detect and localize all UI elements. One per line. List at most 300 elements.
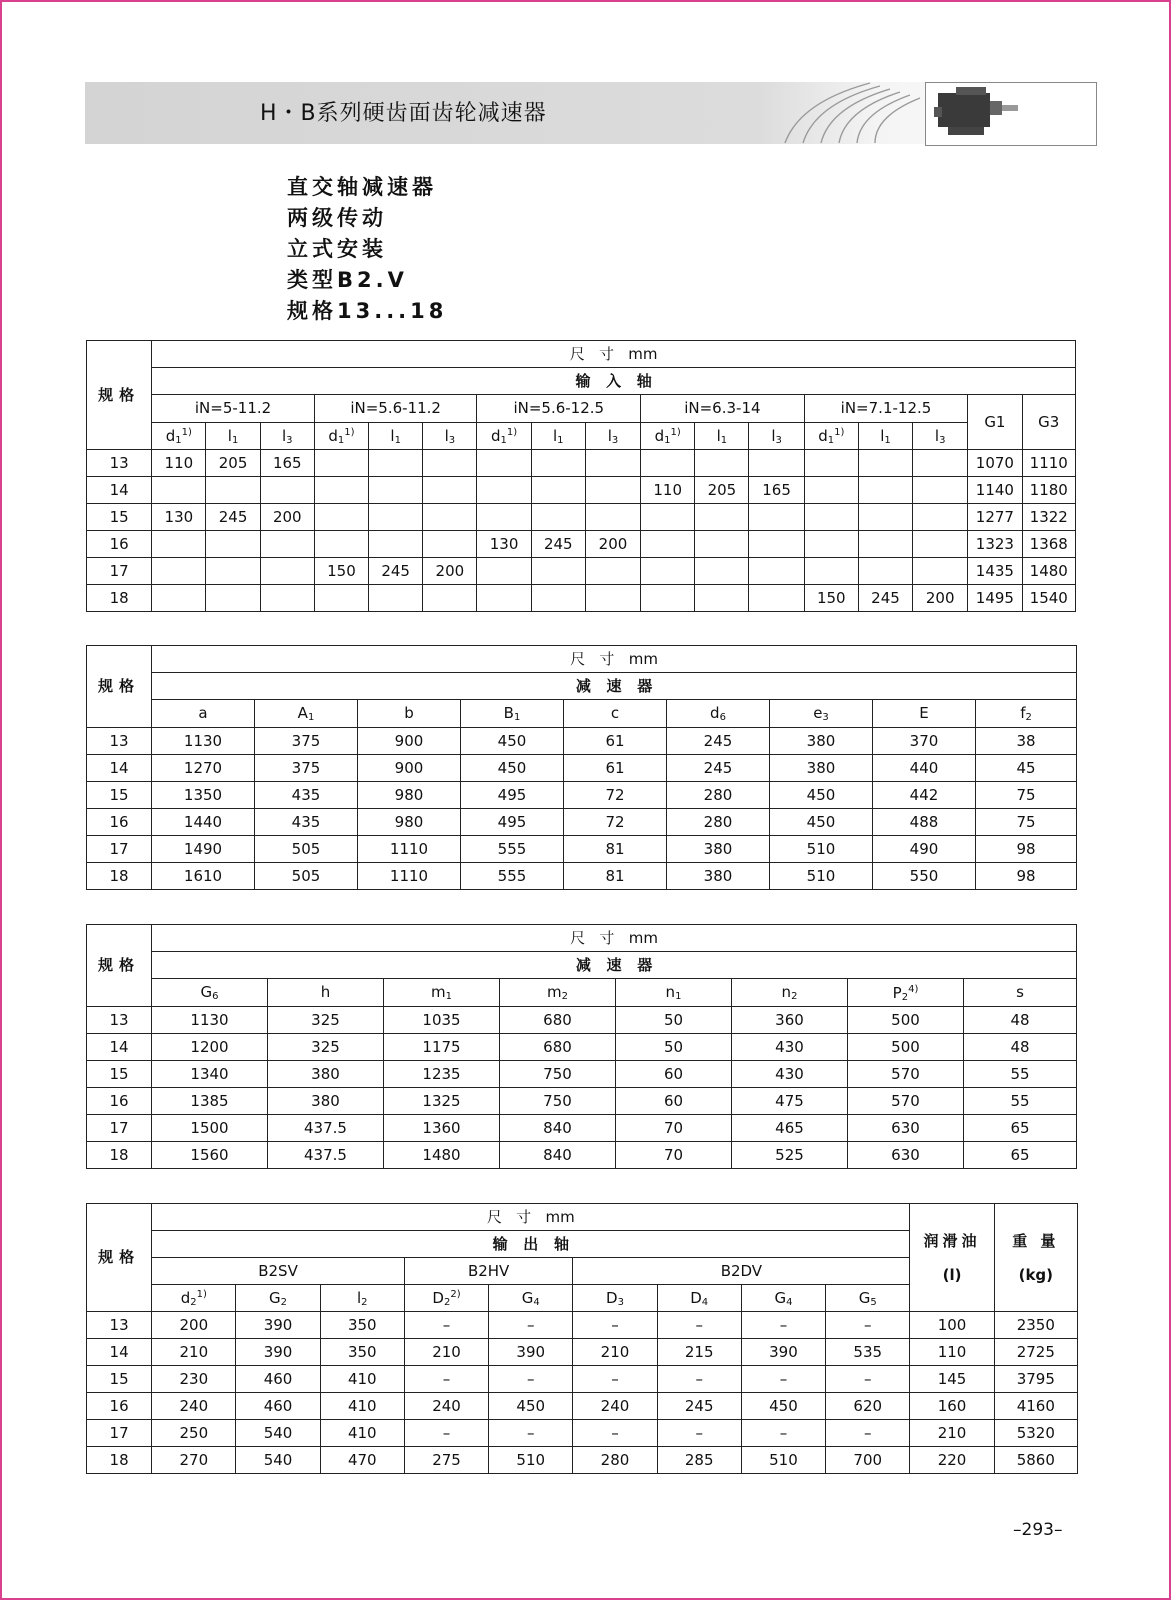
spec-cell: 18: [87, 1142, 152, 1169]
spec-cell: 16: [87, 531, 152, 558]
value-cell: 72: [564, 809, 667, 836]
header-label-main: d: [180, 1289, 191, 1307]
value-cell: 1277: [968, 504, 1022, 531]
value-cell: [477, 450, 531, 477]
table-row: [87, 809, 1077, 836]
value-cell: 1360: [384, 1115, 500, 1142]
header-label-main: d: [710, 704, 720, 722]
header-label-index: 4: [533, 1296, 540, 1308]
value-cell: [423, 585, 477, 612]
value-cell: 205: [695, 477, 749, 504]
spec-header: 规格: [87, 341, 152, 450]
value-cell: 200: [913, 585, 968, 612]
value-cell: 410: [320, 1393, 404, 1420]
value-cell: –: [404, 1312, 488, 1339]
value-cell: 280: [573, 1447, 657, 1474]
value-cell: [804, 504, 858, 531]
value-cell: 3795: [994, 1366, 1077, 1393]
value-cell: [858, 477, 912, 504]
value-cell: 245: [667, 755, 770, 782]
value-cell: 630: [848, 1142, 964, 1169]
value-cell: 4160: [994, 1393, 1077, 1420]
column-header-e: [873, 700, 976, 728]
value-cell: 500: [848, 1007, 964, 1034]
value-cell: 1070: [968, 450, 1022, 477]
header-label-index: 2: [1025, 712, 1032, 723]
value-cell: [913, 531, 968, 558]
value-cell: [858, 531, 912, 558]
value-cell: 245: [667, 728, 770, 755]
value-cell: 65: [964, 1142, 1077, 1169]
value-cell: 555: [461, 863, 564, 890]
value-cell: 1560: [152, 1142, 268, 1169]
header-banner: [85, 82, 1075, 144]
header-label-index: 3: [617, 1296, 624, 1308]
value-cell: [423, 504, 477, 531]
value-cell: [804, 558, 858, 585]
footnote-mark: 1): [506, 427, 518, 438]
value-cell: 380: [667, 836, 770, 863]
value-cell: [641, 504, 695, 531]
value-cell: 245: [531, 531, 585, 558]
value-cell: 1235: [384, 1061, 500, 1088]
value-cell: 460: [236, 1393, 320, 1420]
value-cell: 98: [976, 836, 1077, 863]
value-cell: 505: [255, 836, 358, 863]
value-cell: –: [489, 1312, 573, 1339]
value-cell: [585, 450, 640, 477]
value-cell: 980: [358, 782, 461, 809]
type-group-header: B2HV: [404, 1258, 572, 1285]
header-label-main: l: [607, 426, 612, 445]
value-cell: –: [657, 1366, 741, 1393]
header-label-index: 6: [212, 991, 219, 1002]
value-cell: [804, 531, 858, 558]
value-cell: 325: [268, 1007, 384, 1034]
column-header-l2: [320, 1285, 404, 1312]
footnote-mark: 1): [344, 427, 355, 438]
value-cell: 98: [976, 863, 1077, 890]
value-cell: 72: [564, 782, 667, 809]
header-label-main: c: [610, 704, 620, 722]
value-cell: [531, 477, 585, 504]
value-cell: 61: [564, 728, 667, 755]
value-cell: 1110: [358, 836, 461, 863]
value-cell: [804, 450, 858, 477]
type-group-header: B2DV: [573, 1258, 910, 1285]
header-label-index: 2: [901, 991, 909, 1003]
value-cell: 130: [152, 504, 206, 531]
value-cell: [913, 477, 968, 504]
table-row: [87, 531, 1076, 558]
column-header-l1: [369, 423, 423, 450]
spec-cell: 15: [87, 1061, 152, 1088]
value-cell: –: [741, 1420, 825, 1447]
value-cell: [206, 585, 260, 612]
value-cell: 750: [500, 1088, 616, 1115]
spec-cell: 13: [87, 450, 152, 477]
value-cell: –: [573, 1420, 657, 1447]
column-header-g2: [236, 1285, 320, 1312]
spec-cell: 14: [87, 1034, 152, 1061]
value-cell: [260, 531, 314, 558]
header-label-index: 4: [701, 1296, 709, 1308]
value-cell: 435: [255, 809, 358, 836]
value-cell: 245: [206, 504, 260, 531]
value-cell: 465: [732, 1115, 848, 1142]
value-cell: 1110: [1022, 450, 1076, 477]
value-cell: [749, 558, 804, 585]
value-cell: 1035: [384, 1007, 500, 1034]
value-cell: 1180: [1022, 477, 1076, 504]
header-label-index: 1: [445, 991, 452, 1002]
value-cell: –: [404, 1366, 488, 1393]
column-header-b1: [461, 700, 564, 728]
value-cell: 525: [732, 1142, 848, 1169]
value-cell: 510: [489, 1447, 573, 1474]
value-cell: 440: [873, 755, 976, 782]
value-cell: 220: [910, 1447, 994, 1474]
table-body: [87, 450, 1076, 612]
input-shaft-table: [86, 340, 1076, 612]
footnote-mark: 1): [834, 427, 845, 438]
spec-cell: 17: [87, 1420, 152, 1447]
value-cell: –: [826, 1420, 910, 1447]
value-cell: 2725: [994, 1339, 1077, 1366]
value-cell: 500: [848, 1034, 964, 1061]
value-cell: 60: [616, 1088, 732, 1115]
subtitle-block: [287, 172, 447, 327]
header-label-main: h: [320, 983, 331, 1001]
value-cell: 270: [152, 1447, 236, 1474]
lube-oil-unit: (l): [942, 1265, 962, 1284]
value-cell: 750: [500, 1061, 616, 1088]
value-cell: 215: [657, 1339, 741, 1366]
header-label-index: 1: [827, 435, 835, 446]
value-cell: –: [741, 1366, 825, 1393]
header-label-index: 4: [786, 1296, 793, 1308]
value-cell: 245: [369, 558, 423, 585]
header-label-index: 1: [337, 435, 345, 446]
value-cell: 380: [770, 728, 873, 755]
table-row: [87, 1447, 1078, 1474]
value-cell: 110: [910, 1339, 994, 1366]
section-title: 减 速 器: [152, 673, 1077, 700]
lube-oil-header: [910, 1204, 994, 1312]
header-label-main: d: [328, 427, 338, 445]
ratio-group-header: iN=5.6-11.2: [314, 395, 477, 423]
value-cell: [477, 558, 531, 585]
value-cell: 1200: [152, 1034, 268, 1061]
value-cell: [749, 450, 804, 477]
value-cell: [749, 585, 804, 612]
header-label-main: l: [357, 1288, 362, 1307]
table-body: [87, 728, 1077, 890]
header-label-main: D: [606, 1288, 618, 1307]
value-cell: 570: [848, 1088, 964, 1115]
value-cell: 55: [964, 1061, 1077, 1088]
value-cell: –: [489, 1366, 573, 1393]
spec-cell: 17: [87, 558, 152, 585]
ratio-group-header: iN=7.1-12.5: [804, 395, 968, 423]
column-header-l3: [913, 423, 968, 450]
header-label-index: 3: [939, 434, 946, 446]
header-label-main: d: [818, 427, 828, 445]
header-label-index: 2: [190, 1297, 197, 1308]
value-cell: [152, 558, 206, 585]
value-cell: 380: [268, 1088, 384, 1115]
value-cell: 50: [616, 1007, 732, 1034]
value-cell: 840: [500, 1115, 616, 1142]
value-cell: 390: [236, 1339, 320, 1366]
header-label-index: 2: [443, 1297, 451, 1308]
value-cell: [206, 558, 260, 585]
value-cell: –: [657, 1312, 741, 1339]
column-header-n2: [732, 979, 848, 1007]
column-header-d2: [152, 1285, 236, 1312]
value-cell: 130: [477, 531, 531, 558]
column-header-a: [152, 700, 255, 728]
value-cell: 680: [500, 1007, 616, 1034]
value-cell: 210: [573, 1339, 657, 1366]
value-cell: 81: [564, 836, 667, 863]
value-cell: 48: [964, 1007, 1077, 1034]
header-row: [87, 979, 1077, 1007]
column-header-d1: [152, 423, 206, 450]
subtitle-line: 类型B2.V: [287, 268, 408, 292]
footnote-mark: 2): [450, 1289, 461, 1300]
value-cell: [749, 531, 804, 558]
header-label-index: 5: [870, 1296, 877, 1308]
value-cell: 2350: [994, 1312, 1077, 1339]
value-cell: 325: [268, 1034, 384, 1061]
value-cell: 535: [826, 1339, 910, 1366]
value-cell: 540: [236, 1420, 320, 1447]
value-cell: 205: [206, 450, 260, 477]
spec-cell: 17: [87, 836, 152, 863]
value-cell: 450: [489, 1393, 573, 1420]
value-cell: [858, 504, 912, 531]
value-cell: 200: [260, 504, 314, 531]
column-header-b: [358, 700, 461, 728]
value-cell: 390: [489, 1339, 573, 1366]
header-label-main: a: [198, 704, 208, 722]
header-title: H・B系列硬齿面齿轮减速器: [260, 101, 547, 126]
value-cell: 55: [964, 1088, 1077, 1115]
value-cell: 980: [358, 809, 461, 836]
column-header-m1: [384, 979, 500, 1007]
table-body: [87, 1007, 1077, 1169]
value-cell: 380: [770, 755, 873, 782]
column-header-m2: [500, 979, 616, 1007]
footnote-mark: 1): [196, 1289, 207, 1300]
header-label-main: l: [390, 426, 395, 445]
column-header-g6: [152, 979, 268, 1007]
table-row: [87, 1312, 1078, 1339]
value-cell: –: [573, 1366, 657, 1393]
column-header-g1: G1: [968, 395, 1022, 450]
spec-cell: 16: [87, 809, 152, 836]
value-cell: 230: [152, 1366, 236, 1393]
type-group-header: B2SV: [152, 1258, 405, 1285]
value-cell: –: [741, 1312, 825, 1339]
gearbox-image-icon: [926, 83, 1096, 145]
header-label-main: d: [654, 427, 665, 445]
table-row: [87, 1061, 1077, 1088]
value-cell: 488: [873, 809, 976, 836]
value-cell: [585, 558, 640, 585]
header-label-main: E: [919, 704, 929, 722]
header-label-index: 3: [611, 434, 619, 446]
value-cell: 1323: [968, 531, 1022, 558]
value-cell: [206, 531, 260, 558]
value-cell: 570: [848, 1061, 964, 1088]
value-cell: 840: [500, 1142, 616, 1169]
value-cell: [531, 585, 585, 612]
page-number: –293–: [1013, 1520, 1063, 1540]
value-cell: [531, 558, 585, 585]
header-label-index: 1: [231, 434, 239, 446]
reducer-dimension-table-1: [86, 645, 1077, 890]
value-cell: [314, 531, 368, 558]
value-cell: 1110: [358, 863, 461, 890]
header-label-index: 1: [557, 434, 564, 446]
value-cell: 75: [976, 782, 1077, 809]
column-header-d2: [404, 1285, 488, 1312]
value-cell: 1440: [152, 809, 255, 836]
value-cell: 1490: [152, 836, 255, 863]
value-cell: –: [657, 1420, 741, 1447]
value-cell: [585, 477, 640, 504]
value-cell: [477, 477, 531, 504]
value-cell: 900: [358, 755, 461, 782]
header-label-main: G: [521, 1288, 534, 1307]
header-label-main: l: [281, 426, 287, 445]
header-label-main: D: [432, 1289, 444, 1307]
table-row: [87, 863, 1077, 890]
value-cell: [423, 531, 477, 558]
reducer-thumbnail: [925, 82, 1097, 146]
table-row: [87, 836, 1077, 863]
table-row: [87, 1034, 1077, 1061]
value-cell: 375: [255, 755, 358, 782]
table-row: [87, 1115, 1077, 1142]
reducer-dimension-table-2: [86, 924, 1077, 1169]
value-cell: 380: [667, 863, 770, 890]
value-cell: 437.5: [268, 1115, 384, 1142]
value-cell: 1540: [1022, 585, 1076, 612]
header-label-index: 1: [675, 991, 682, 1002]
value-cell: [314, 477, 368, 504]
header-label-main: m: [547, 983, 562, 1001]
header-label-index: 3: [448, 434, 456, 446]
value-cell: –: [826, 1312, 910, 1339]
value-cell: 620: [826, 1393, 910, 1420]
spec-cell: 14: [87, 755, 152, 782]
header-label-main: n: [781, 983, 792, 1001]
header-label-main: G: [200, 983, 213, 1001]
header-label-index: 1: [513, 712, 521, 723]
value-cell: –: [826, 1366, 910, 1393]
value-cell: 510: [770, 863, 873, 890]
value-cell: –: [489, 1420, 573, 1447]
table-row: [87, 728, 1077, 755]
value-cell: 38: [976, 728, 1077, 755]
value-cell: [260, 477, 314, 504]
header-label-main: G: [858, 1288, 871, 1307]
column-header-n1: [616, 979, 732, 1007]
value-cell: [641, 531, 695, 558]
value-cell: 150: [314, 558, 368, 585]
value-cell: [369, 504, 423, 531]
spec-cell: 14: [87, 477, 152, 504]
value-cell: 1325: [384, 1088, 500, 1115]
value-cell: 70: [616, 1142, 732, 1169]
value-cell: 280: [667, 809, 770, 836]
column-header-g4: [741, 1285, 825, 1312]
table-row: [87, 1007, 1077, 1034]
value-cell: 60: [616, 1061, 732, 1088]
value-cell: 1130: [152, 1007, 268, 1034]
column-header-l3: [423, 423, 477, 450]
footnote-mark: 1): [181, 427, 192, 438]
value-cell: 165: [749, 477, 804, 504]
table-row: [87, 1366, 1078, 1393]
dimension-title: 尺 寸 mm: [152, 925, 1077, 952]
value-cell: 510: [770, 836, 873, 863]
header-label-main: G: [774, 1288, 787, 1307]
value-cell: [695, 450, 749, 477]
header-label-main: A: [297, 704, 308, 722]
value-cell: 900: [358, 728, 461, 755]
value-cell: [641, 558, 695, 585]
value-cell: 470: [320, 1447, 404, 1474]
header-label-main: s: [1016, 983, 1024, 1001]
value-cell: [152, 585, 206, 612]
header-label-main: l: [880, 426, 885, 445]
spec-cell: 16: [87, 1393, 152, 1420]
header-label-main: l: [553, 426, 558, 445]
value-cell: 5320: [994, 1420, 1077, 1447]
header-label-main: l: [934, 426, 940, 445]
value-cell: 460: [236, 1366, 320, 1393]
value-cell: [858, 450, 912, 477]
spec-header: 规格: [87, 1204, 152, 1312]
value-cell: 410: [320, 1366, 404, 1393]
spec-cell: 13: [87, 728, 152, 755]
table-row: [87, 1088, 1077, 1115]
value-cell: [423, 450, 477, 477]
value-cell: [749, 504, 804, 531]
value-cell: 1140: [968, 477, 1022, 504]
value-cell: [314, 585, 368, 612]
value-cell: 495: [461, 782, 564, 809]
spec-cell: 18: [87, 585, 152, 612]
column-header-l3: [585, 423, 640, 450]
value-cell: [913, 504, 968, 531]
dimension-title: 尺 寸 mm: [152, 1204, 910, 1231]
value-cell: [641, 450, 695, 477]
spec-cell: 18: [87, 863, 152, 890]
value-cell: [585, 585, 640, 612]
value-cell: 240: [573, 1393, 657, 1420]
value-cell: 110: [641, 477, 695, 504]
value-cell: 1175: [384, 1034, 500, 1061]
value-cell: [913, 558, 968, 585]
section-title: 输 出 轴: [152, 1231, 910, 1258]
value-cell: 540: [236, 1447, 320, 1474]
column-header-h: [268, 979, 384, 1007]
